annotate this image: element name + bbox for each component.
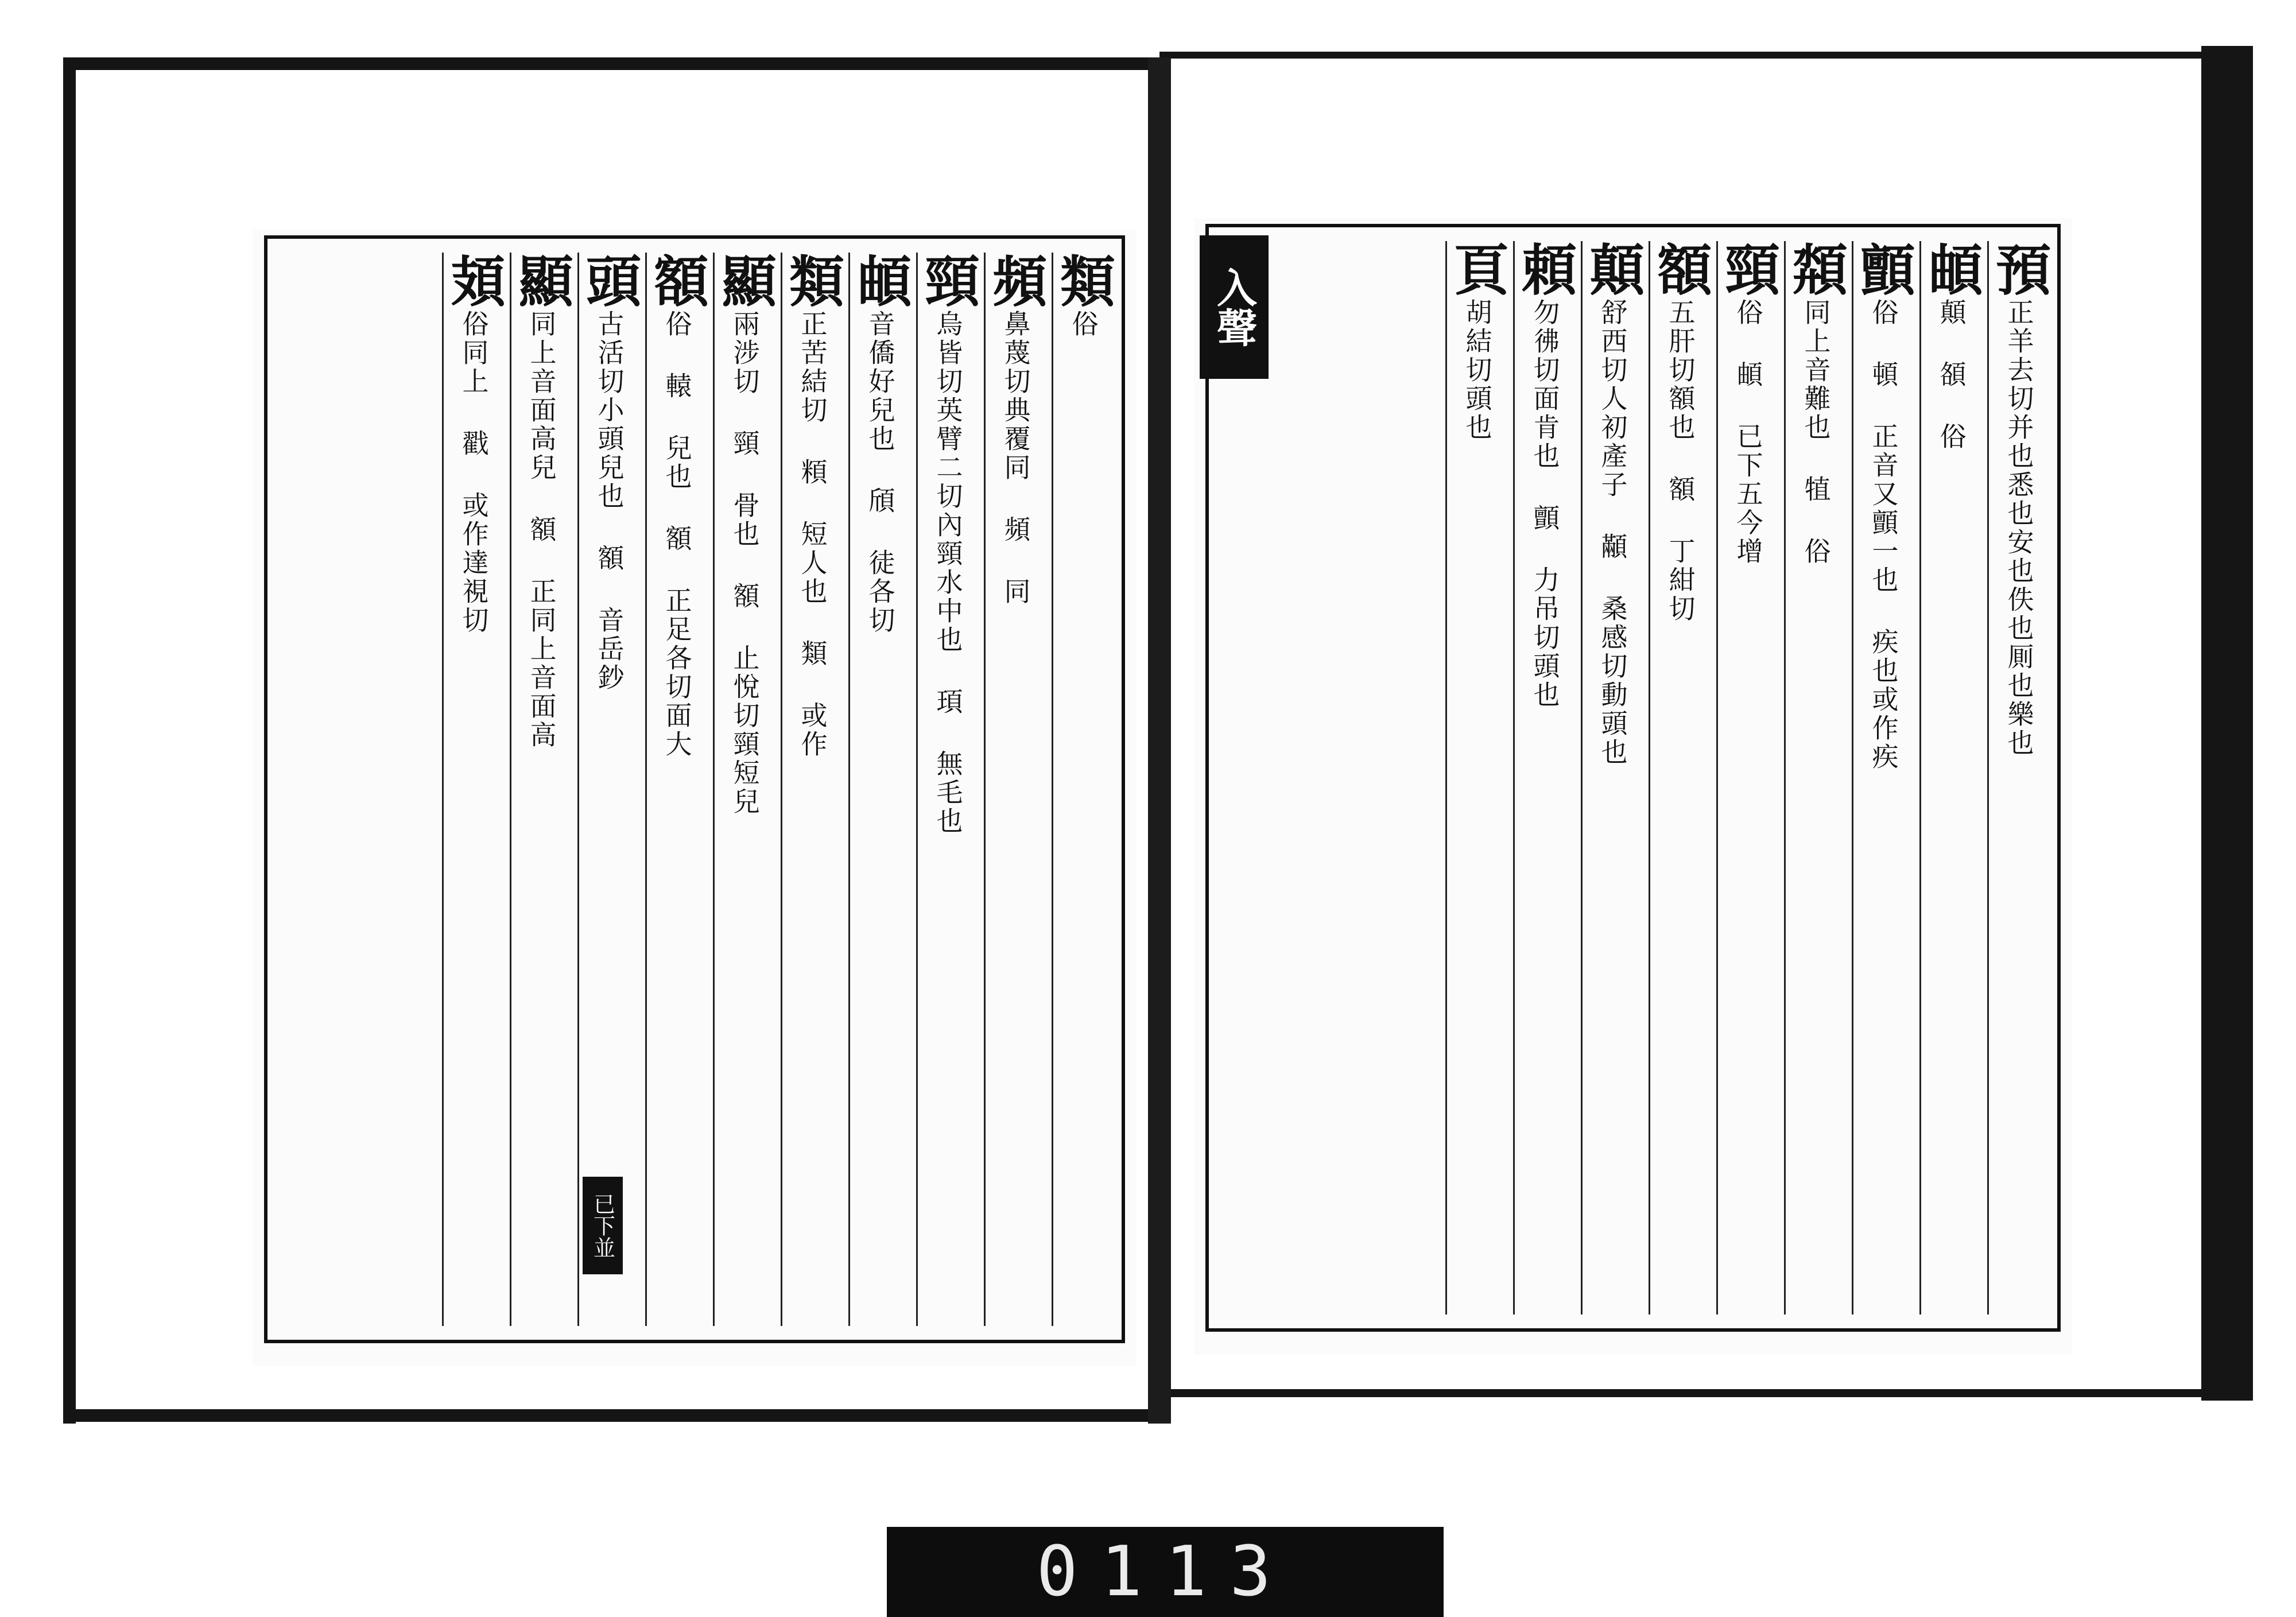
right-column [1851,241,1917,1314]
entry-headword: 預 [1987,241,2052,298]
entry-gloss: 俗 轅 兒也 額 正足各切面大 [661,310,693,759]
scan-border-top [63,57,1165,70]
entry-headword: 頻 [983,253,1049,310]
entry-gloss: 正苦結切 頪 短人也 類 或作 [797,310,828,759]
entry-headword: 頍 [441,253,507,310]
right-column [1649,241,1711,1314]
entry-gloss: 舒西切人初產子 顢 桑感切動頭也 [1597,298,1628,767]
entry-headword: 頔 [848,253,913,310]
right-page [1194,218,2072,1355]
left-column [712,253,778,1326]
entry-gloss: 鼻蔑切典覆同 頻 同 [1000,310,1031,606]
left-column [848,253,913,1326]
entry-headword: 頭 [577,253,642,310]
left-column [441,253,507,1326]
frame-number-bar [887,1527,1444,1617]
right-column [1512,241,1578,1314]
entry-gloss: 古活切小頭兒也 額 音岳鈔 [594,310,625,692]
right-column [1580,241,1646,1314]
entry-headword: 顫 [1851,241,1917,298]
entry-gloss: 俗 [1068,310,1099,339]
entry-headword: 顛 [1580,241,1646,298]
entry-gloss: 俗 頔 已下五今增 [1732,298,1764,566]
entry-gloss: 同上音面高兒 額 正同上音面高 [526,310,557,750]
entry-gloss: 俗同上 戳 或作達視切 [458,310,490,635]
entry-gloss: 胡結切頭也 [1461,298,1493,442]
entry-headword: 類 [1051,253,1116,310]
entry-headword: 額 [645,253,710,310]
scan-border-top-right [1159,52,2221,59]
book-gutter [1148,57,1171,1424]
left-fold-tab: 已下並 [583,1177,623,1274]
entry-headword: 額 [1648,241,1713,298]
scan-border-right [2201,46,2253,1401]
entry-headword: 頔 [1919,241,1984,298]
entry-gloss: 勿彿切面肯也 顫 力吊切頭也 [1529,298,1561,709]
left-page [253,230,1137,1366]
scan-border-bottom-right [1171,1389,2250,1397]
entry-headword: 顯 [509,253,575,310]
right-column [1445,241,1510,1314]
entry-gloss: 俗 頓 正音又顫一也 疾也或作疾 [1868,298,1899,771]
entry-headword: 頁 [1445,241,1510,298]
entry-gloss: 正羊去切并也悉也安也佚也厠也樂也 [2003,298,2035,758]
left-column [780,253,846,1326]
right-column [1716,241,1781,1314]
entry-headword: 頸 [916,253,981,310]
entry-gloss: 音僑好兒也 頎 徒各切 [864,310,896,635]
entry-headword: 頮 [1783,241,1849,298]
right-column [1919,241,1984,1314]
entry-gloss: 兩涉切 頸 骨也 額 止悅切頸短兒 [729,310,761,816]
left-column [577,253,642,1326]
section-label: 入聲 [1200,235,1269,379]
entry-gloss: 同上音難也 犆 俗 [1800,298,1832,566]
entry-gloss: 五肝切額也 額 丁紺切 [1665,298,1696,623]
scan-border-bottom [75,1409,1171,1422]
left-column [645,253,710,1326]
entry-headword: 類 [780,253,846,310]
right-column [1987,241,2052,1314]
entry-gloss: 顛 頟 俗 [1936,298,1967,451]
left-column [916,253,981,1326]
frame-number: 0113 [1036,1532,1294,1612]
entry-headword: 顯 [712,253,778,310]
left-column [509,253,575,1326]
right-column [1783,241,1849,1314]
left-column [1052,253,1114,1326]
entry-headword: 頸 [1716,241,1781,298]
left-column [983,253,1049,1326]
entry-gloss: 烏皆切英臂二切內頸水中也 頊 無毛也 [932,310,964,836]
scan-border-left [63,57,76,1424]
entry-headword: 頼 [1512,241,1578,298]
